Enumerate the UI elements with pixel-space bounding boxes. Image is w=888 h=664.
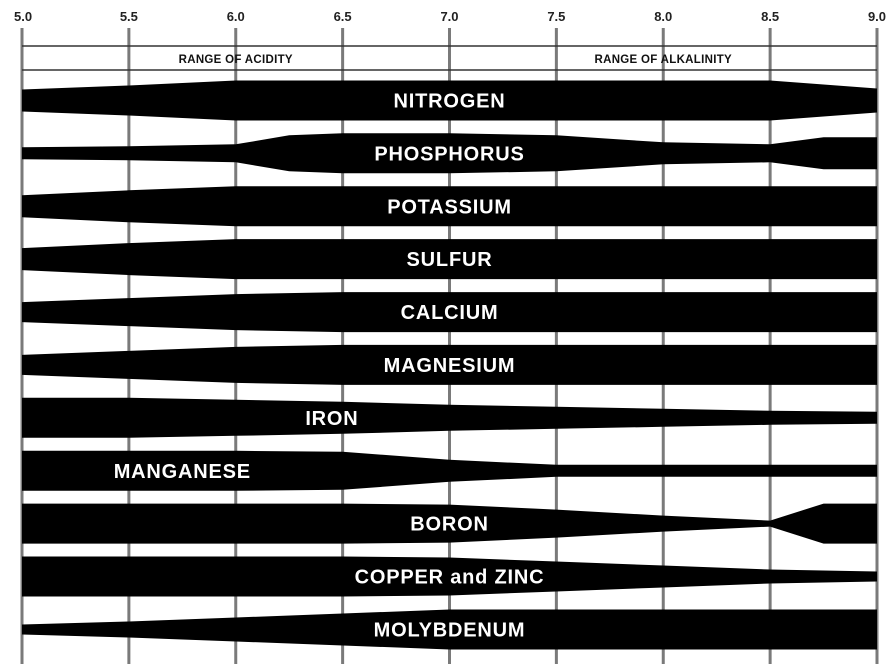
tick-label: 7.0 — [440, 9, 459, 24]
tick-label: 5.5 — [119, 9, 138, 24]
tick-label: 5.0 — [14, 9, 33, 24]
tick-label: 8.0 — [654, 9, 673, 24]
nutrient-label: MOLYBDENUM — [373, 619, 526, 642]
nutrient-label: POTASSIUM — [387, 196, 512, 219]
nutrient-label: BORON — [410, 513, 489, 536]
nutrient-label: COPPER and ZINC — [354, 566, 545, 589]
nutrient-label: CALCIUM — [400, 302, 499, 325]
range-of-alkalinity-label: RANGE OF ALKALINITY — [594, 54, 733, 66]
tick-label: 6.5 — [333, 9, 352, 24]
tick-label: 6.0 — [226, 9, 245, 24]
nutrient-label: IRON — [305, 407, 359, 430]
nutrient-label: SULFUR — [406, 249, 493, 272]
tick-label: 7.5 — [547, 9, 566, 24]
nutrient-label: MANGANESE — [113, 460, 251, 483]
ph-axis — [14, 9, 886, 24]
nutrient-label: NITROGEN — [393, 90, 506, 113]
nutrient-label: PHOSPHORUS — [374, 143, 525, 166]
tick-label: 9.0 — [867, 9, 887, 24]
range-of-acidity-label: RANGE OF ACIDITY — [178, 54, 293, 66]
nutrient-label: MAGNESIUM — [383, 354, 516, 377]
nutrient-bands — [22, 81, 877, 650]
tick-label: 8.5 — [761, 9, 780, 24]
